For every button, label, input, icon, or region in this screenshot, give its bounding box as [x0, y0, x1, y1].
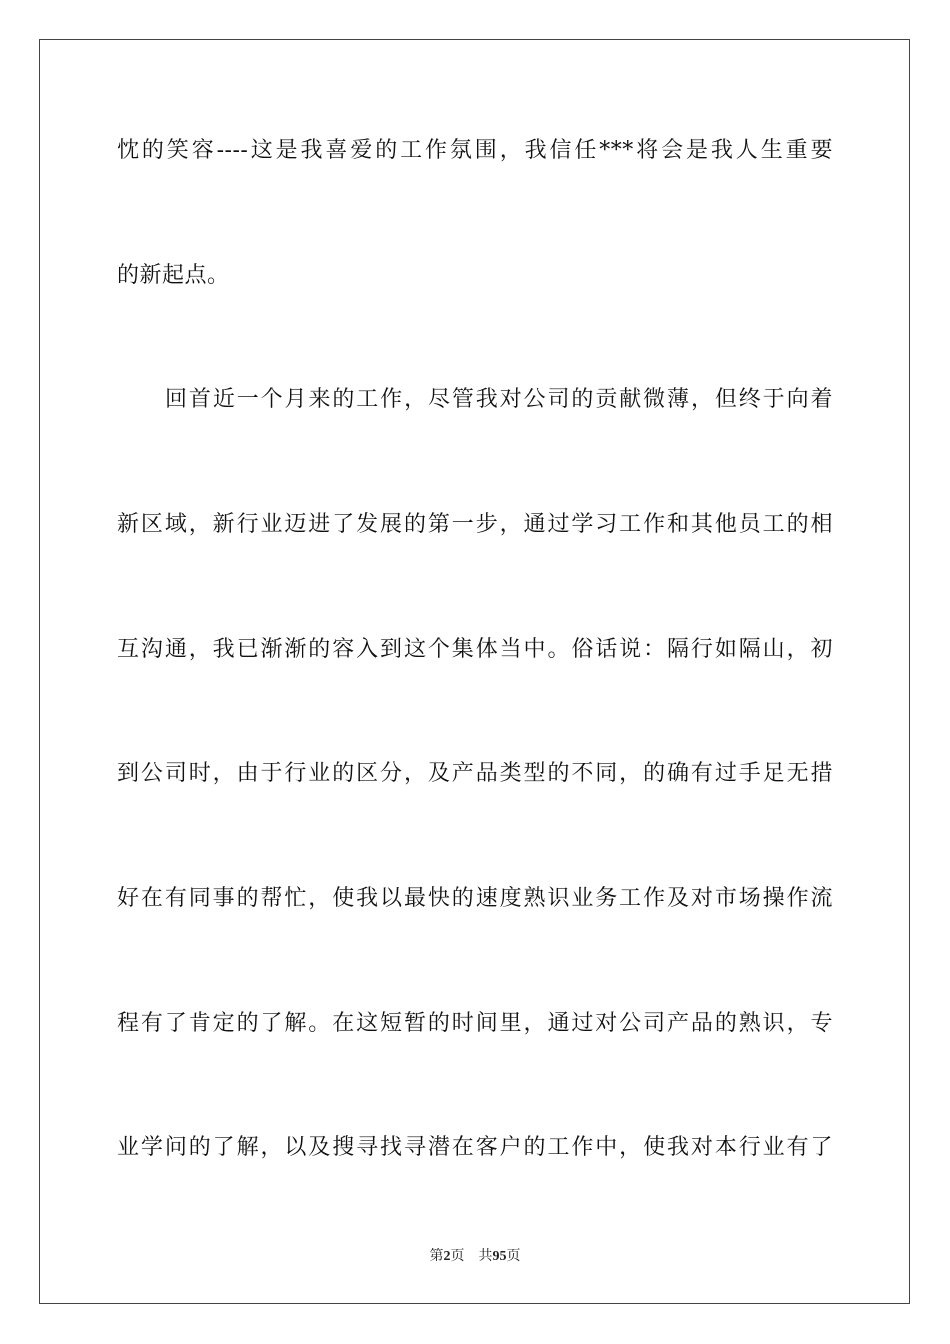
text-line: 到公司时，由于行业的区分，及产品类型的不同，的确有过手足无措	[117, 761, 833, 786]
total-prefix: 共	[478, 1248, 493, 1264]
paragraph-first-line: 回首近一个月来的工作，尽管我对公司的贡献微薄，但终于向着	[165, 387, 833, 412]
total-pages: 95	[492, 1249, 507, 1264]
text-line: 程有了肯定的了解。在这短暂的时间里，通过对公司产品的熟识，专	[117, 1011, 833, 1036]
page-border	[39, 39, 910, 1304]
text-line: 互沟通，我已渐渐的容入到这个集体当中。俗话说：隔行如隔山，初	[117, 637, 833, 662]
text-line: 忱的笑容----这是我喜爱的工作氛围，我信任***将会是我人生重要	[117, 138, 833, 163]
text-line: 业学问的了解，以及搜寻找寻潜在客户的工作中，使我对本行业有了	[117, 1135, 833, 1160]
text-line: 的新起点。	[117, 263, 230, 288]
page-suffix: 页	[450, 1248, 465, 1264]
page-footer	[0, 1246, 950, 1267]
text-line: 好在有同事的帮忙，使我以最快的速度熟识业务工作及对市场操作流	[117, 886, 833, 911]
page-number: 2	[443, 1249, 451, 1264]
page-prefix: 第	[429, 1248, 444, 1264]
text-line: 新区域，新行业迈进了发展的第一步，通过学习工作和其他员工的相	[117, 512, 833, 537]
total-suffix: 页	[506, 1248, 521, 1264]
